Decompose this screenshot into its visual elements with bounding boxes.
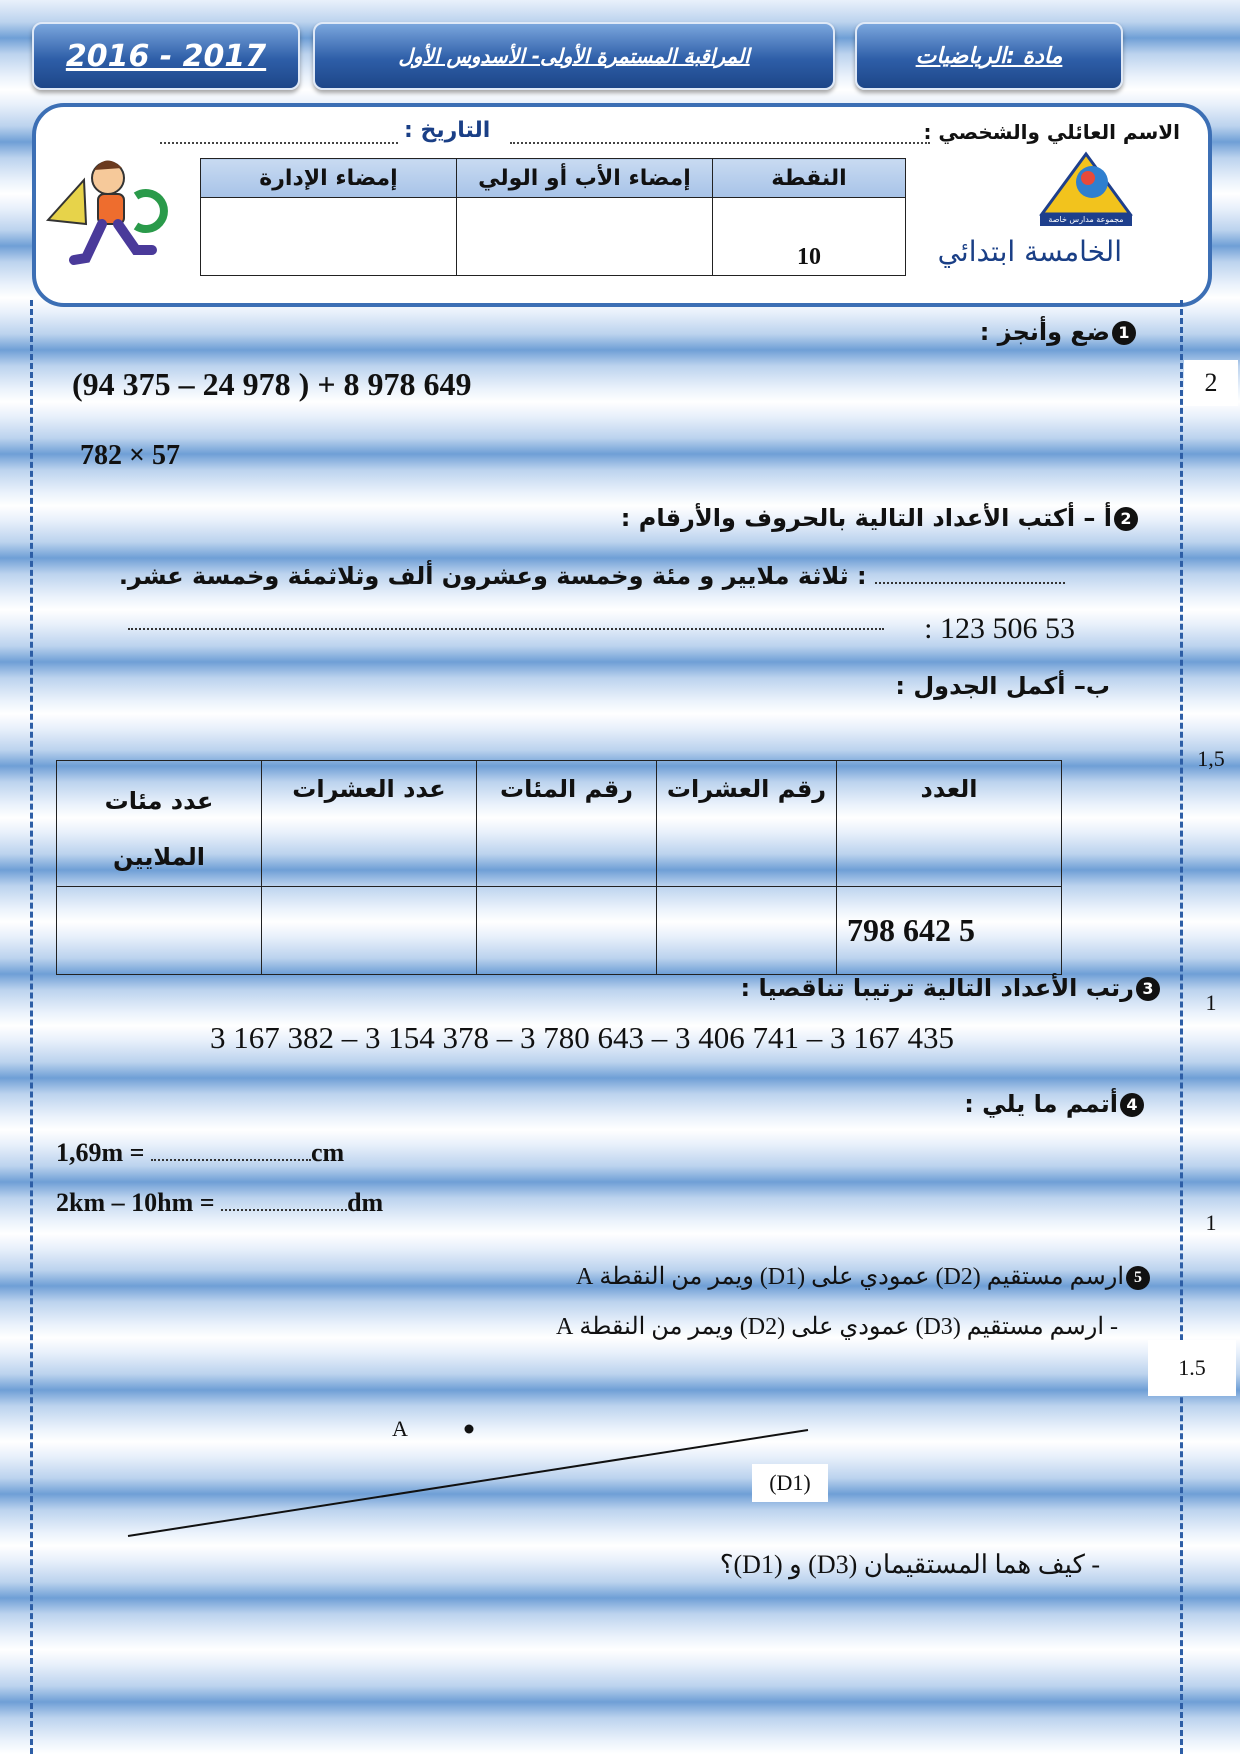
q1-expression-1: (94 375 – 24 978 ) + 8 978 649 [72,366,472,402]
q5-line-2: - ارسم مستقيم (D3) عمودي على (D2) ويمر من النقطة A [556,1314,1118,1340]
q4-line-2: 2km – 10hm = dm [56,1188,384,1217]
q2-digits-row: 53 506 123 : [924,612,1075,645]
date-label: التاريخ : [404,118,491,143]
place-value-table [56,760,1062,975]
point-a-marker [465,1425,474,1434]
right-margin-rule [1180,300,1183,1754]
q1-title: ضع وأنجز : [979,318,1110,346]
school-year: 2016 - 2017 [65,38,267,74]
left-margin-rule [30,300,33,1754]
year-tab [32,22,300,90]
logo-text: مجموعة مدارس خاصة [1048,215,1124,224]
q5-line-1: 5ارسم مستقيم (D2) عمودي على (D1) ويمر من النقطة A [576,1262,1150,1291]
q2b-heading: ب– أكمل الجدول : [895,672,1110,700]
col-tens-digit: رقم العشرات [657,761,837,887]
subject-tab [855,22,1123,90]
exam-tab [313,22,835,90]
col-number-of-tens: عدد العشرات [262,761,477,887]
q5-number-badge: 5 [1126,1266,1150,1290]
q3-title: رتب الأعداد التالية ترتيبا تناقصيا : [740,974,1134,1002]
col-hundreds-digit: رقم المئات [477,761,657,887]
q1-points: 2 [1184,360,1238,406]
cell-number: 5 642 798 [837,887,1062,975]
grade-level: الخامسة ابتدائي [937,235,1122,268]
name-label: الاسم العائلي والشخصي : [923,120,1180,144]
admin-signature-header: إمضاء الإدارة [201,159,457,198]
q2-number-badge: 2 [1114,507,1138,531]
q1-heading [980,318,1136,346]
cell-hundreds-digit[interactable] [477,887,657,975]
q4-number-badge: 4 [1120,1093,1144,1117]
q4-line-1: 1,69m = cm [56,1138,345,1167]
signature-table [200,158,906,276]
parent-signature-header: إمضاء الأب أو الولي [457,159,713,198]
q3-numbers: 3 167 382 – 3 154 378 – 3 780 643 – 3 406 741 – 3 167 435 [210,1020,954,1055]
line-d1 [128,1430,808,1536]
q3-heading [741,974,1160,1002]
q4-answer-blank-1[interactable] [151,1159,311,1161]
grade-total: 10 [797,244,821,270]
q4-heading [964,1090,1144,1118]
q2-title: أ – أكتب الأعداد التالية بالحروف والأرقام : [620,504,1112,532]
q2-digits-number: 53 506 123 [940,612,1075,645]
col-number: العدد [837,761,1062,887]
grade-header: النقطة [713,159,906,198]
q5-drawing-area[interactable] [120,1400,840,1550]
q4-title: أتمم ما يلي : [964,1090,1118,1118]
q4-answer-blank-2[interactable] [221,1209,347,1211]
q2-answer-blank-1[interactable] [875,582,1065,584]
q3-points: 1 [1205,990,1217,1015]
cell-hundreds-of-millions[interactable] [57,887,262,975]
q2-heading [621,504,1138,532]
q2-words-row: : ثلاثة ملايير و مئة وخمسة وعشرون ألف وثلاثمئة وخمسة عشر. [119,562,1065,590]
student-illustration [40,150,170,280]
q2-points: 1,5 [1197,746,1225,771]
school-logo [1030,150,1142,230]
q2-words-text: ثلاثة ملايير و مئة وخمسة وعشرون ألف وثلاثمئة وخمسة عشر. [118,562,849,590]
q5-points: 1.5 [1148,1340,1236,1396]
subject-title: مادة :الرياضيات [915,43,1063,69]
q3-number-badge: 3 [1136,977,1160,1001]
cell-number-of-tens[interactable] [262,887,477,975]
admin-signature-cell[interactable] [201,198,457,276]
cell-tens-digit[interactable] [657,887,837,975]
exam-title: المراقبة المستمرة الأولى- الأسدوس الأول [398,44,750,68]
grade-cell [713,198,906,276]
name-dotted-line [510,142,930,144]
q4-points: 1 [1205,1210,1217,1235]
date-dotted-line [160,142,398,144]
point-a-label: A [392,1416,408,1441]
line-d1-label: (D1) [752,1464,828,1502]
q1-number-badge: 1 [1112,321,1136,345]
q1-expression-2: 782 × 57 [80,440,180,471]
col-hundreds-of-millions: عدد مئات الملايين [57,761,262,887]
q5-question: - كيف هما المستقيمان (D3) و (D1)؟ [719,1550,1100,1579]
parent-signature-cell[interactable] [457,198,713,276]
q2-answer-blank-2[interactable] [128,628,884,630]
